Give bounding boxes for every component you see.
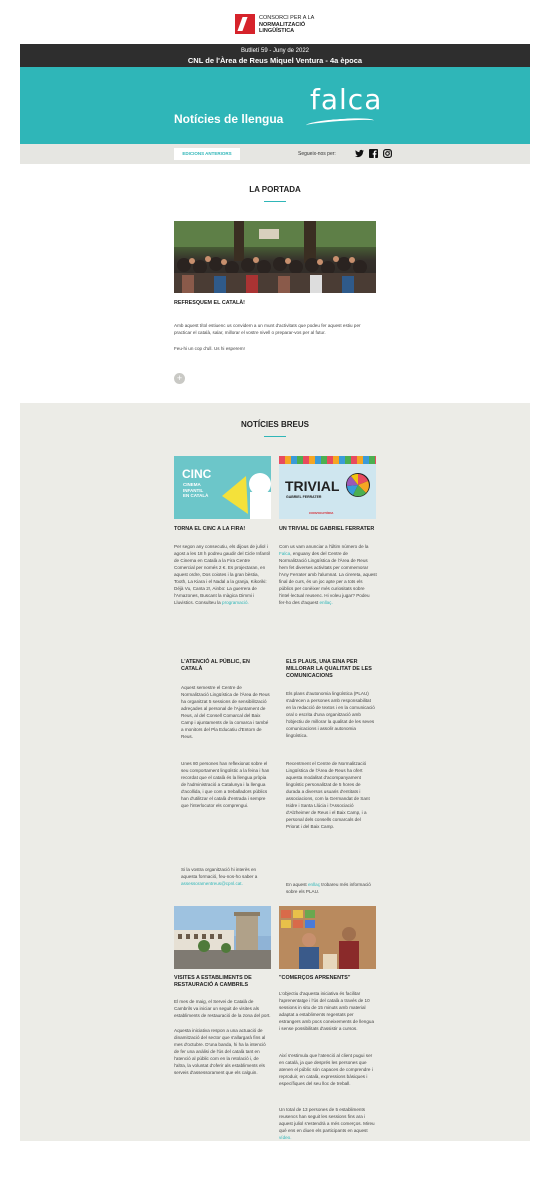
trivial-tag: CONVOCATÒRIA (309, 511, 334, 515)
trivial-subtitle: GABRIEL FERRATER (286, 495, 322, 499)
news-6-text-3: Un total de 13 persones de 5 establiments reusencs han seguit les sessions fins ara i aquest juliol s'estendrà a més comerços. Mireu què ens en diuen els participants en aquest vídeo. (279, 1107, 375, 1140)
news-5-text-2: Aquesta iniciativa respon a una actuació de dinamització del sector que s'allargarà fins al mes d'octubre. D'una banda, hi ha la intenció de fer una anàlisi de l'ús del català tant en l'atenció al públic com en la retolació i, de l'altra, la voluntat d'oferir als establiments els serveis d'assessorament que els calguin. (174, 1028, 266, 1075)
news-4-text-3: En aquest enllaç trobareu més informació sobre els PLAU. (286, 882, 371, 894)
section-heading-portada: LA PORTADA (249, 185, 301, 194)
news-5-text-1: El mes de maig, el Servei de Català de Cambrils va iniciar un seguit de visites als establiments de restauració de la zona del port. (174, 999, 271, 1018)
twitter-icon[interactable] (355, 149, 364, 158)
bulletin-bar (20, 44, 530, 67)
logo-line-1: CONSORCI PER A LA (259, 15, 315, 21)
cpnl-logo (235, 14, 325, 38)
instagram-icon[interactable] (383, 149, 392, 158)
news-2-link[interactable]: enllaç. (319, 600, 333, 605)
news-4-title: ELS PLAUS, UNA EINA PER MILLORAR LA QUALITAT DE LES COMUNICACIONS (286, 659, 372, 679)
portada-text-2: Feu-hi un cop d'ull. Us hi esperem! (174, 346, 245, 351)
cpnl-logo-mark (235, 14, 255, 34)
center-name: CNL de l'Àrea de Reus Miquel Ventura - 4a època (187, 56, 363, 65)
news-3-text-1: Aquest semestre el Centre de Normalització Lingüística de l'Àrea de Reus ha organitzat 5 sessions de sensibilització adreçades al personal de l'Ajuntament de Reus, al del Consell Comarcal del Baix Camp i ajuntaments de la comarca i també a monitors del Pla Educatiu d'Entorn de Reus. (181, 685, 270, 739)
trivial-title: TRIVIAL (285, 478, 340, 494)
toolbar (20, 144, 530, 164)
news-6-text-1: L'objectiu d'aquesta iniciativa és facilitar l'aprenentatge i l'ús del català a través de 10 sessions in situ de 15 minuts amb material adaptat a establiments regentats per estrangers amb pocs coneixements de llengua i sense possibilitats d'assistir a cursos. (279, 991, 374, 1031)
news-5-title: VISITES A ESTABLIMENTS DE RESTAURACIÓ A CAMBRILS (174, 975, 252, 988)
trivial-ferrater-image (279, 456, 376, 519)
news-1-text: Per segon any consecutiu, els dijous de juliol i agost a les 18 h podreu gaudir del Cicle Infantil de Cinema en Català a la Fira Centre Comercial per només 2 €. Es projectaran, en aquest ordre, Dos coiotes i la gran bèstia, Tooth, La Kiara i el Nadal a la granja, Kikoriki: Déjà Vu, Canta 2!, Ainbo: La guerrera de l'Amazones, Buscant la màgica Dimmi i Lluvistics. Consulteu la programació. (174, 544, 270, 605)
news-4-link[interactable]: enllaç (307, 882, 320, 887)
trivial-stripe (279, 456, 376, 464)
hero-banner (20, 67, 530, 144)
portada-crowd-photo (174, 221, 376, 293)
cambrils-port-photo (174, 906, 271, 969)
news-2-text: Com us vam anunciar a l'últim número de la Falca, enguany des del Centre de Normalització Lingüística de l'Àrea de Reus hem fet diverses activitats per commemorar l'Any Ferrater amb l'alumnat. La cirereta, aquest final de curs, és un joc apte per a tots els públics per conèixer més curiositats sobre l'intel·lectual reusenc. Hi voleu jugar? Podeu fer-ho des d'aquest enllaç. (279, 544, 377, 605)
read-more-plus-icon[interactable]: + (174, 373, 185, 384)
falca-brand: falca (310, 83, 383, 116)
heading-underline (264, 436, 286, 437)
news-3-email-link[interactable]: assessoramentreus@cpnl.cat. (181, 881, 243, 886)
cinc-line-3: INFANTIL (183, 487, 204, 493)
news-2-falca-link[interactable]: Falca (279, 551, 291, 556)
portada-text-1: Amb aquest títol estiuenc us convidem a un munt d'activitats que podeu fer aquest estiu per practicar el català, salar, millorar el vostre nivell o preparar-vos per al futur. (174, 323, 361, 335)
news-6-video-link[interactable]: vídeo. (279, 1135, 292, 1140)
trivial-wheel-icon (345, 472, 371, 498)
news-1-link[interactable]: programació. (222, 600, 249, 605)
logo-line-3: LINGÜÍSTICA (259, 28, 295, 34)
news-3-text-2: Unes 80 persones han reflexionat sobre el seu comportament lingüístic a la feina i han recordat que el català és la llengua pròpia de l'administració a Catalunya i la llengua d'acollida, i que com a treballadors públics han d'utilitzar el català d'entrada i sempre que l'interlocutor els comprengui. (181, 761, 270, 808)
news-4-text-1: Els plans d'autonomia lingüística (PLAU) s'adrecen a persones amb responsabilitat en la redacció de textos i en la comunicació oral o escrita d'una organització amb l'objectiu de millorar la qualitat de les seves comunicacions i assolir autonomia lingüística. (286, 691, 375, 738)
breus-section (20, 403, 530, 1141)
news-2-title: UN TRIVIAL DE GABRIEL FERRATER (279, 526, 375, 532)
logo-line-2: NORMALITZACIÓ (259, 21, 306, 28)
news-4-text-2: Recentment el Centre de Normalització Lingüística de l'Àrea de Reus ha ofert aquesta modalitat d'acompanyament lingüístic personalitzat de 5 hores de durada a diversos usuaris d'entitats i associacions, com la Germandat de Sant Isidre i Santa Llúcia i l'Associació d'Alzheimer de Reus i el Baix Camp, i a personal dels consells comarcals del Priorat i del Baix Camp. (286, 761, 370, 829)
news-6-title: "COMERÇOS APRENENTS" (279, 975, 351, 981)
cinc-line-2: CINEMA (183, 482, 201, 487)
news-3-text-3: Si la vostra organització hi interès en aquesta formació, feu-nos-ho saber a assessoramentreus@cpnl.cat. (181, 867, 258, 886)
section-heading-breus: NOTÍCIES BREUS (240, 420, 309, 429)
heading-underline (264, 201, 286, 202)
news-3-title: L'ATENCIÓ AL PÚBLIC, EN CATALÀ (181, 659, 250, 672)
banner-title: Notícies de llengua (174, 112, 284, 126)
cinc-cinema-image (174, 456, 271, 519)
facebook-icon[interactable] (369, 149, 378, 158)
cinc-title: CINC (182, 467, 212, 481)
follow-label: Segueix-nos per: (298, 151, 336, 157)
cinc-line-4: EN CATALÀ (183, 493, 209, 498)
news-6-text-2: Així s'estimula que l'atenció al client pugui ser en català, ja que després les persones que atenen el públic són capaces de comprendre i reproduir, en català, expressions bàsiques i específiques del seu lloc de treball. (279, 1053, 373, 1086)
falca-swoosh (306, 117, 374, 130)
portada-article-title: REFRESQUEM EL CATALÀ! (174, 300, 245, 306)
bulletin-number: Butlletí 59 - Juny de 2022 (240, 48, 310, 54)
news-1-title: TORNA EL CINC A LA FIRA! (174, 526, 246, 532)
comercos-shop-photo (279, 906, 376, 969)
previous-editions-button[interactable]: EDICIONS ANTERIORS (174, 148, 240, 160)
